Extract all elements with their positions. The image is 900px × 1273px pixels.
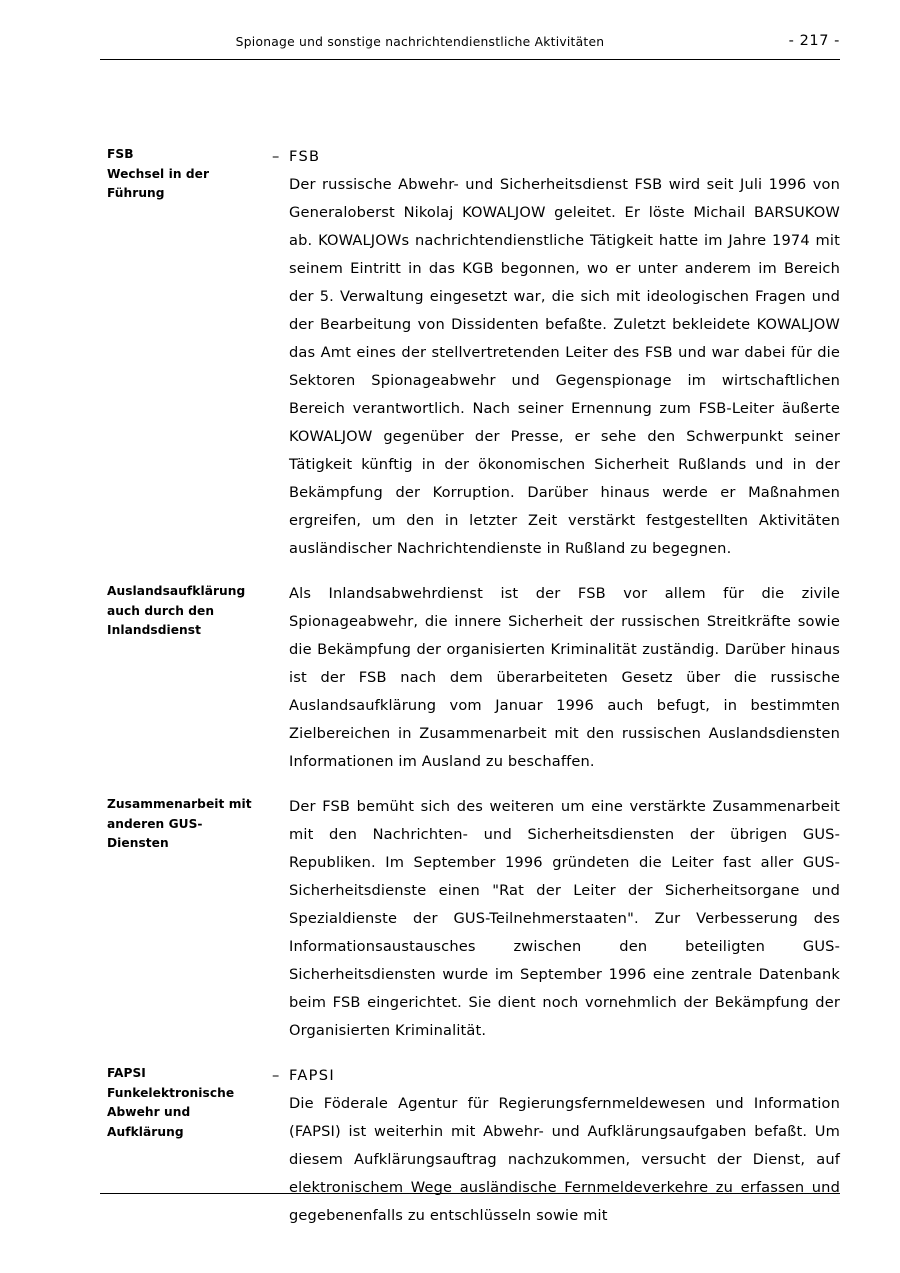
marginalia-note <box>107 582 287 641</box>
marginalia-line: Inlandsdienst <box>107 623 201 638</box>
footer-rule <box>100 1193 840 1194</box>
page-number: - 217 - <box>788 33 840 49</box>
marginalia-line: Wechsel in der <box>107 166 210 181</box>
section-fsb-leadership-change <box>100 143 840 563</box>
dash-bullet-icon: – <box>272 1067 280 1084</box>
page-content <box>100 143 840 1230</box>
running-head-title: Spionage und sonstige nachrichtendienstliche Aktivitäten <box>235 35 605 49</box>
bullet-heading-label: FSB <box>289 148 321 165</box>
section-body <box>272 580 840 776</box>
section-cooperation-with-cis-services <box>100 793 840 1045</box>
marginalia-line: Aufklärung <box>107 1124 184 1139</box>
marginalia-line: Abwehr und <box>107 1105 191 1120</box>
marginalia-line: FAPSI <box>107 1066 146 1080</box>
marginalia-line: Führung <box>107 186 165 201</box>
body-paragraph: Der russische Abwehr- und Sicherheitsdienst FSB wird seit Juli 1996 von Generaloberst Nikolaj KOWALJOW geleitet. Er löste Michail BARSUKOW ab. KOWALJOWs nachrichtendienstliche Tätigkeit hatte im Jahre 1974 mit seinem Eintritt in das KGB begonnen, wo er unter anderem im Bereich der 5. Verwaltung eingesetzt war, die sich mit ideologischen Fragen und der Bearbeitung von Dissidenten befaßte. Zuletzt bekleidete KOWALJOW das Amt eines der stellvertretenden Leiter des FSB und war dabei für die Sektoren Spionageabwehr und Gegenspionage im wirtschaftlichen Bereich verantwortlich. Nach seiner Ernennung zum FSB-Leiter äußerte KOWALJOW gegenüber der Presse, er sehe den Schwerpunkt seiner Tätigkeit künftig in der ökonomischen Sicherheit Rußlands und in der Bekämpfung der Korruption. Darüber hinaus werde er Maßnahmen ergreifen, um den in letzter Zeit verstärkt festgestellten Aktivitäten ausländischer Nachrichtendienste in Rußland zu begegnen. <box>289 176 840 557</box>
marginalia-line: Diensten <box>107 836 169 851</box>
dash-bullet-icon: – <box>272 148 280 165</box>
body-paragraph: Als Inlandsabwehrdienst ist der FSB vor allem für die zivile Spionageabwehr, die innere Sicherheit der russischen Streitkräfte sowie die Bekämpfung der organisierten Kriminalität zuständig. Darüber hinaus ist der FSB nach dem überarbeiteten Gesetz über die russische Auslandsaufklärung vom Januar 1996 auch befugt, in bestimmten Zielbereichen in Zusammenarbeit mit den russischen Auslandsdiensten Informationen im Ausland zu beschaffen. <box>289 585 840 770</box>
section-body <box>272 793 840 1045</box>
marginalia-line: anderen GUS- <box>107 816 203 831</box>
marginalia-note <box>107 145 287 204</box>
marginalia-line: FSB <box>107 147 134 161</box>
marginalia-line: Funkelektronische <box>107 1085 235 1100</box>
body-paragraph: Der FSB bemüht sich des weiteren um eine verstärkte Zusammenarbeit mit den Nachrichten- und Sicherheitsdiensten der übrigen GUS-Republiken. Im September 1996 gründeten die Leiter fast aller GUS-Sicherheitsdienste einen "Rat der Leiter der Sicherheitsorgane und Spezialdienste der GUS-Teilnehmerstaaten". Zur Verbesserung des Informationsaustausches zwischen den beteiligten GUS-Sicherheitsdiensten wurde im September 1996 eine zentrale Datenbank beim FSB eingerichtet. Sie dient noch vornehmlich der Bekämpfung der Organisierten Kriminalität. <box>289 798 840 1039</box>
marginalia-line: Zusammenarbeit mit <box>107 797 252 811</box>
section-body <box>272 1062 840 1230</box>
running-head <box>100 33 840 53</box>
body-paragraph: Die Föderale Agentur für Regierungsfernmeldewesen und Information (FAPSI) ist weiterhin mit Abwehr- und Aufklärungsaufgaben befaßt. Um diesem Aufklärungsauftrag nachzukommen, versucht der Dienst, auf elektronischem Wege ausländische Fernmeldeverkehre zu erfassen und gegebenenfalls zu entschlüsseln sowie mit <box>289 1095 840 1224</box>
header-rule <box>100 59 840 60</box>
marginalia-note <box>107 795 287 854</box>
bullet-heading-label: FAPSI <box>289 1067 335 1084</box>
marginalia-note <box>107 1064 287 1142</box>
section-foreign-intelligence-by-domestic-service <box>100 580 840 776</box>
marginalia-line: auch durch den <box>107 603 215 618</box>
section-fapsi <box>100 1062 840 1230</box>
bullet-heading <box>272 1062 840 1090</box>
marginalia-line: Auslandsaufklärung <box>107 584 246 598</box>
section-body <box>272 143 840 563</box>
bullet-heading <box>272 143 840 171</box>
